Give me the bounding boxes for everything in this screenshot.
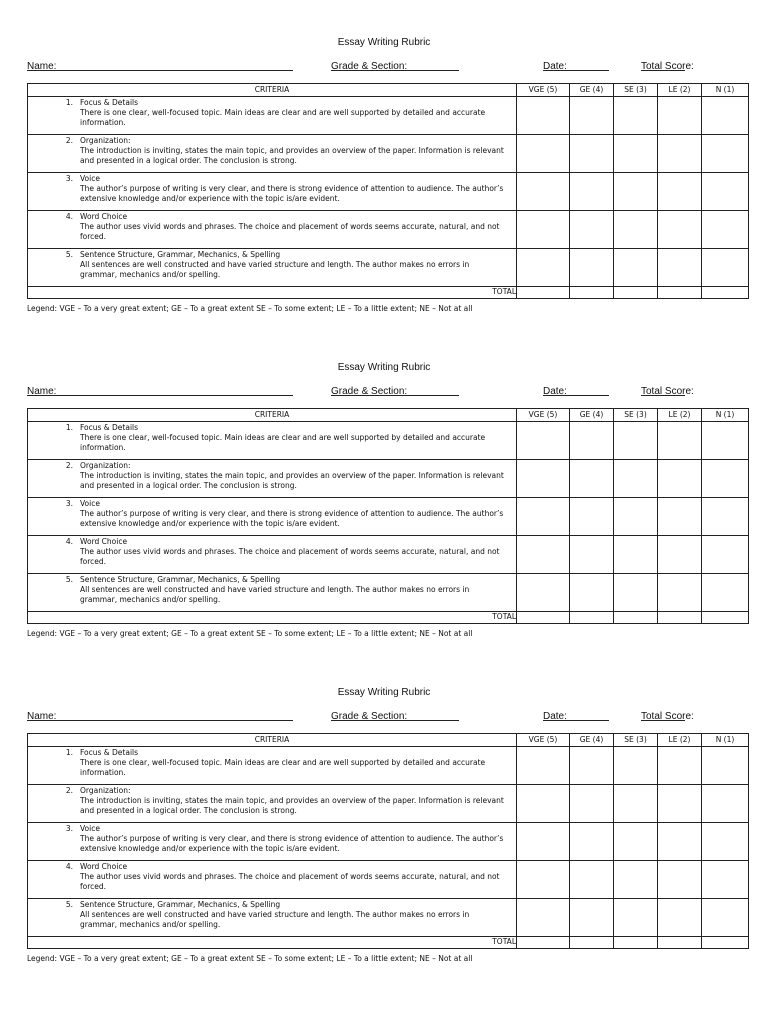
total-cell-ge[interactable] [570,937,614,949]
score-cell-n[interactable] [702,173,749,211]
criterion-title: Organization: [80,136,131,145]
criterion-cell [28,422,517,460]
name-label: Name: [27,711,57,722]
score-cell-le[interactable] [658,536,702,574]
criterion-row [28,249,749,287]
score-cell-le[interactable] [658,211,702,249]
criterion-description: The author uses vivid words and phrases. The choice and placement of words seems accurate, natural, and not forced. [80,547,500,567]
criterion-number: 2. [65,461,73,470]
criterion-number: 1. [65,423,73,432]
score-cell-n[interactable] [702,498,749,536]
score-cell-n[interactable] [702,536,749,574]
criterion-description: All sentences are well constructed and have varied structure and length. The author makes no errors in grammar, mechanics and/or spelling. [80,585,470,605]
criterion-description: The introduction is inviting, states the main topic, and provides an overview of the paper. Information is relevant and presented in a logical order. The conclusion is strong. [80,146,504,166]
total-row [28,287,749,299]
score-cell-vge[interactable] [517,460,570,498]
score-cell-se[interactable] [614,135,658,173]
criterion-number: 3. [65,174,73,183]
criterion-row [28,899,749,937]
score-cell-se[interactable] [614,899,658,937]
criterion-title: Organization: [80,461,131,470]
criteria-header: CRITERIA [28,734,517,747]
total-cell-ge[interactable] [570,287,614,299]
criterion-cell [28,97,517,135]
criterion-title: Word Choice [80,862,128,871]
criterion-title: Focus & Details [80,748,139,757]
score-cell-ge[interactable] [570,460,614,498]
header-row [28,409,749,422]
criterion-number: 2. [65,786,73,795]
n-header: N (1) [702,84,749,97]
criterion-description: There is one clear, well-focused topic. Main ideas are clear and are well supported by detailed and accurate information. [80,758,486,778]
criterion-number: 4. [65,862,73,871]
criterion-number: 2. [65,136,73,145]
score-cell-se[interactable] [614,249,658,287]
score-cell-se[interactable] [614,574,658,612]
total-label: TOTAL [28,937,517,949]
total-cell-le[interactable] [658,612,702,624]
criterion-title: Sentence Structure, Grammar, Mechanics, & Spelling [80,900,281,909]
total-cell-vge[interactable] [517,937,570,949]
score-cell-vge[interactable] [517,747,570,785]
criterion-number: 5. [65,575,73,584]
vge-header: VGE (5) [517,84,570,97]
grade-section-label: Grade & Section: [331,711,408,722]
criterion-cell [28,249,517,287]
criterion-cell [28,861,517,899]
score-cell-ge[interactable] [570,574,614,612]
criteria-header: CRITERIA [28,409,517,422]
rubric-copy-1 [0,0,768,320]
criterion-cell [28,460,517,498]
score-cell-le[interactable] [658,135,702,173]
criterion-number: 3. [65,499,73,508]
total-cell-se[interactable] [614,612,658,624]
score-cell-se[interactable] [614,460,658,498]
score-cell-se[interactable] [614,861,658,899]
criterion-cell [28,899,517,937]
criterion-cell [28,211,517,249]
score-cell-vge[interactable] [517,422,570,460]
score-cell-n[interactable] [702,135,749,173]
score-cell-n[interactable] [702,422,749,460]
score-cell-vge[interactable] [517,899,570,937]
rubric-copy-3 [0,650,768,970]
score-cell-vge[interactable] [517,97,570,135]
date-label: Date: [543,61,567,72]
score-cell-le[interactable] [658,173,702,211]
score-cell-se[interactable] [614,536,658,574]
criterion-cell [28,536,517,574]
se-header: SE (3) [614,84,658,97]
total-row [28,612,749,624]
total-row [28,937,749,949]
criterion-number: 5. [65,250,73,259]
total-cell-se[interactable] [614,937,658,949]
score-cell-ge[interactable] [570,747,614,785]
score-cell-n[interactable] [702,211,749,249]
criterion-row [28,135,749,173]
score-cell-le[interactable] [658,785,702,823]
criterion-title: Voice [80,499,100,508]
criterion-row [28,536,749,574]
score-cell-le[interactable] [658,574,702,612]
criterion-description: All sentences are well constructed and have varied structure and length. The author makes no errors in grammar, mechanics and/or spelling. [80,260,470,280]
score-cell-vge[interactable] [517,861,570,899]
criterion-title: Focus & Details [80,423,139,432]
total-cell-vge[interactable] [517,612,570,624]
criterion-description: The author’s purpose of writing is very clear, and there is strong evidence of attention to audience. The author’s extensive knowledge and/or experience with the topic is/are evident. [80,509,504,529]
total-score-label: Total Score: [641,386,694,397]
score-cell-ge[interactable] [570,861,614,899]
score-cell-se[interactable] [614,97,658,135]
criterion-row [28,498,749,536]
total-cell-n[interactable] [702,287,749,299]
criterion-number: 4. [65,537,73,546]
score-cell-vge[interactable] [517,785,570,823]
score-cell-vge[interactable] [517,173,570,211]
ge-header: GE (4) [570,734,614,747]
total-cell-se[interactable] [614,287,658,299]
rubric-table [27,83,749,299]
criterion-cell [28,173,517,211]
score-cell-ge[interactable] [570,536,614,574]
score-cell-le[interactable] [658,823,702,861]
score-cell-le[interactable] [658,249,702,287]
criterion-number: 3. [65,824,73,833]
criterion-number: 5. [65,900,73,909]
total-cell-le[interactable] [658,937,702,949]
score-cell-ge[interactable] [570,135,614,173]
score-cell-vge[interactable] [517,211,570,249]
score-cell-n[interactable] [702,785,749,823]
criterion-description: The author’s purpose of writing is very clear, and there is strong evidence of attention to audience. The author’s extensive knowledge and/or experience with the topic is/are evident. [80,834,504,854]
criterion-title: Sentence Structure, Grammar, Mechanics, & Spelling [80,250,281,259]
score-cell-n[interactable] [702,747,749,785]
score-cell-n[interactable] [702,899,749,937]
criterion-title: Voice [80,174,100,183]
n-header: N (1) [702,734,749,747]
criterion-title: Sentence Structure, Grammar, Mechanics, & Spelling [80,575,281,584]
score-cell-le[interactable] [658,899,702,937]
criterion-cell [28,823,517,861]
score-cell-le[interactable] [658,498,702,536]
student-info-row [27,386,749,400]
criterion-row [28,460,749,498]
score-cell-ge[interactable] [570,785,614,823]
score-cell-le[interactable] [658,422,702,460]
student-info-row [27,711,749,725]
criterion-row [28,211,749,249]
score-cell-se[interactable] [614,173,658,211]
name-label: Name: [27,386,57,397]
criterion-row [28,823,749,861]
score-cell-ge[interactable] [570,211,614,249]
grade-section-label: Grade & Section: [331,61,408,72]
total-cell-n[interactable] [702,612,749,624]
total-cell-vge[interactable] [517,287,570,299]
criterion-row [28,785,749,823]
score-cell-se[interactable] [614,785,658,823]
ge-header: GE (4) [570,409,614,422]
name-label: Name: [27,61,57,72]
score-cell-se[interactable] [614,823,658,861]
score-cell-vge[interactable] [517,536,570,574]
criterion-title: Word Choice [80,537,128,546]
score-cell-le[interactable] [658,861,702,899]
le-header: LE (2) [658,734,702,747]
criterion-row [28,97,749,135]
criterion-title: Word Choice [80,212,128,221]
criterion-number: 1. [65,748,73,757]
score-cell-se[interactable] [614,211,658,249]
header-row [28,734,749,747]
criterion-cell [28,785,517,823]
criterion-description: All sentences are well constructed and have varied structure and length. The author makes no errors in grammar, mechanics and/or spelling. [80,910,470,930]
score-cell-vge[interactable] [517,135,570,173]
score-cell-ge[interactable] [570,97,614,135]
criterion-description: The author uses vivid words and phrases. The choice and placement of words seems accurate, natural, and not forced. [80,222,500,242]
criterion-description: There is one clear, well-focused topic. Main ideas are clear and are well supported by detailed and accurate information. [80,108,486,128]
criterion-description: There is one clear, well-focused topic. Main ideas are clear and are well supported by detailed and accurate information. [80,433,486,453]
criteria-header: CRITERIA [28,84,517,97]
rubric-table [27,408,749,624]
total-score-label: Total Score: [641,61,694,72]
total-cell-le[interactable] [658,287,702,299]
n-header: N (1) [702,409,749,422]
score-cell-n[interactable] [702,823,749,861]
score-cell-le[interactable] [658,747,702,785]
total-label: TOTAL [28,287,517,299]
criterion-cell [28,135,517,173]
score-cell-n[interactable] [702,460,749,498]
score-cell-ge[interactable] [570,899,614,937]
score-cell-se[interactable] [614,422,658,460]
score-cell-n[interactable] [702,574,749,612]
header-row [28,84,749,97]
rubric-table [27,733,749,949]
score-cell-le[interactable] [658,460,702,498]
total-cell-ge[interactable] [570,612,614,624]
rubric-title: Essay Writing Rubric [337,362,431,373]
score-cell-ge[interactable] [570,498,614,536]
vge-header: VGE (5) [517,409,570,422]
criterion-row [28,422,749,460]
rubric-title: Essay Writing Rubric [337,37,431,48]
criterion-description: The author’s purpose of writing is very clear, and there is strong evidence of attention to audience. The author’s extensive knowledge and/or experience with the topic is/are evident. [80,184,504,204]
criterion-row [28,747,749,785]
score-cell-vge[interactable] [517,249,570,287]
criterion-title: Voice [80,824,100,833]
score-cell-n[interactable] [702,249,749,287]
se-header: SE (3) [614,409,658,422]
ge-header: GE (4) [570,84,614,97]
criterion-cell [28,574,517,612]
score-cell-ge[interactable] [570,249,614,287]
criterion-description: The introduction is inviting, states the main topic, and provides an overview of the paper. Information is relevant and presented in a logical order. The conclusion is strong. [80,796,504,816]
score-cell-n[interactable] [702,97,749,135]
grade-section-label: Grade & Section: [331,386,408,397]
date-label: Date: [543,386,567,397]
rubric-copy-2 [0,325,768,645]
score-cell-vge[interactable] [517,498,570,536]
criterion-description: The author uses vivid words and phrases. The choice and placement of words seems accurate, natural, and not forced. [80,872,500,892]
criterion-title: Organization: [80,786,131,795]
score-cell-vge[interactable] [517,823,570,861]
score-cell-se[interactable] [614,747,658,785]
score-cell-ge[interactable] [570,823,614,861]
total-label: TOTAL [28,612,517,624]
score-cell-n[interactable] [702,861,749,899]
legend: Legend: VGE – To a very great extent; GE – To a great extent SE – To some extent; LE – To a little extent; NE – Not at all [27,629,473,638]
score-cell-vge[interactable] [517,574,570,612]
criterion-cell [28,498,517,536]
student-info-row [27,61,749,75]
score-cell-ge[interactable] [570,173,614,211]
criterion-cell [28,747,517,785]
criterion-number: 1. [65,98,73,107]
le-header: LE (2) [658,409,702,422]
rubric-title: Essay Writing Rubric [337,687,431,698]
le-header: LE (2) [658,84,702,97]
criterion-row [28,574,749,612]
criterion-row [28,173,749,211]
total-cell-n[interactable] [702,937,749,949]
legend: Legend: VGE – To a very great extent; GE – To a great extent SE – To some extent; LE – To a little extent; NE – Not at all [27,304,473,313]
total-score-label: Total Score: [641,711,694,722]
criterion-description: The introduction is inviting, states the main topic, and provides an overview of the paper. Information is relevant and presented in a logical order. The conclusion is strong. [80,471,504,491]
criterion-number: 4. [65,212,73,221]
score-cell-le[interactable] [658,97,702,135]
criterion-row [28,861,749,899]
se-header: SE (3) [614,734,658,747]
date-label: Date: [543,711,567,722]
score-cell-se[interactable] [614,498,658,536]
score-cell-ge[interactable] [570,422,614,460]
vge-header: VGE (5) [517,734,570,747]
legend: Legend: VGE – To a very great extent; GE – To a great extent SE – To some extent; LE – To a little extent; NE – Not at all [27,954,473,963]
criterion-title: Focus & Details [80,98,139,107]
